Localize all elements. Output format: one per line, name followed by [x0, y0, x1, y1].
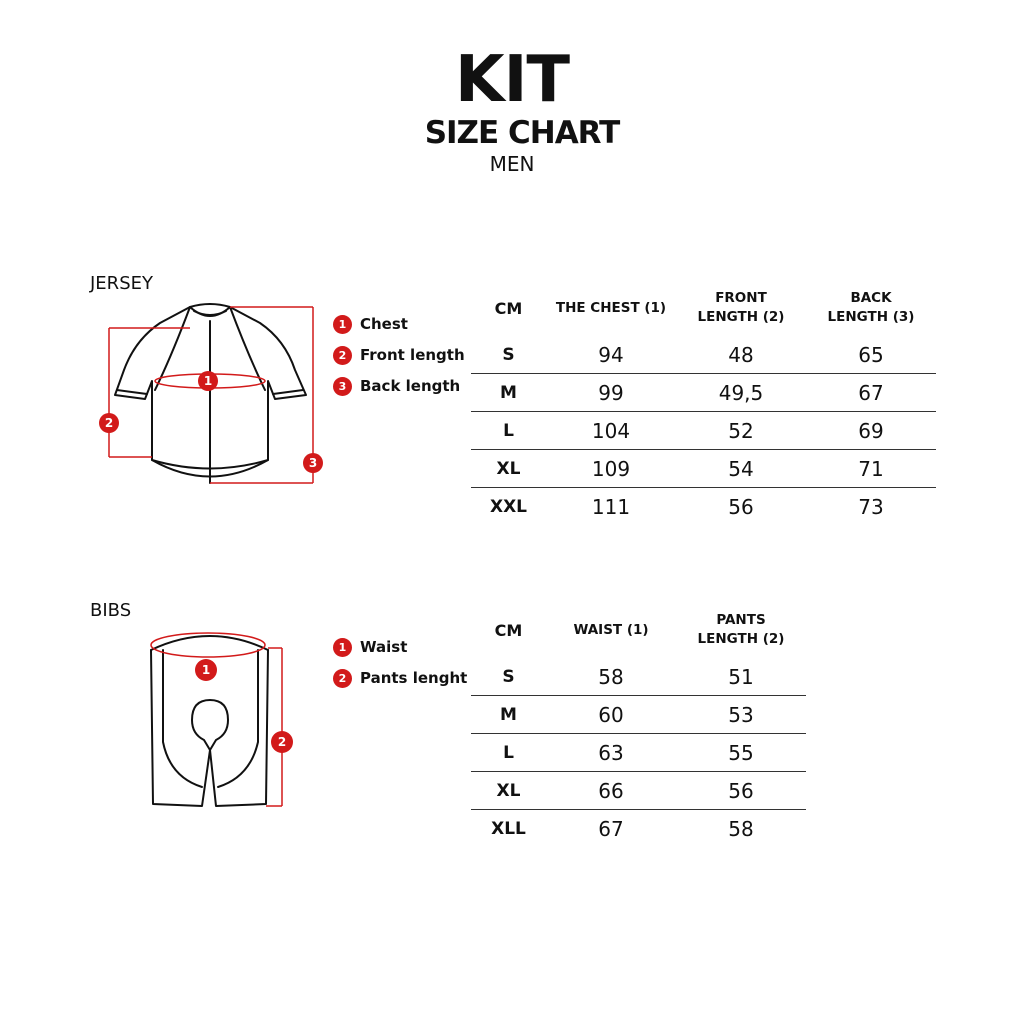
- number-badge-icon: 2: [333, 346, 352, 365]
- legend-item-waist: [333, 637, 467, 657]
- column-header: THE CHEST (1): [555, 299, 667, 316]
- value-cell: 60: [546, 696, 676, 734]
- table-row: [471, 772, 806, 810]
- column-header: CM: [494, 620, 523, 640]
- value-cell: 71: [806, 450, 936, 488]
- value-cell: 65: [806, 336, 936, 374]
- size-cell: XL: [471, 450, 546, 488]
- legend-label: Waist: [360, 637, 408, 656]
- number-badge-icon: 3: [333, 377, 352, 396]
- jersey-size-table: [471, 280, 936, 525]
- value-cell: 58: [728, 816, 754, 841]
- table-row: [471, 810, 806, 848]
- bibs-section-label: BIBS: [90, 600, 132, 621]
- value-cell: 49,5: [676, 374, 806, 412]
- table-row: [471, 488, 936, 526]
- jersey-section-label: JERSEY: [90, 273, 153, 294]
- table-header-row: [471, 280, 936, 336]
- svg-text:1: 1: [201, 663, 211, 677]
- size-cell: S: [471, 658, 546, 696]
- value-cell: 48: [676, 336, 806, 374]
- table-row: [471, 374, 936, 412]
- value-cell: 58: [546, 658, 676, 696]
- value-cell: 56: [728, 494, 754, 519]
- value-cell: 69: [806, 412, 936, 450]
- value-cell: 56: [676, 772, 806, 810]
- bibs-legend: [333, 637, 467, 699]
- bibs-size-table: [471, 602, 806, 847]
- value-cell: 63: [546, 734, 676, 772]
- column-header: PANTS LENGTH (2): [697, 612, 785, 647]
- table-row: [471, 412, 936, 450]
- column-header: WAIST (1): [573, 621, 649, 638]
- size-cell: M: [471, 696, 546, 734]
- legend-label: Chest: [360, 314, 408, 333]
- size-cell: L: [471, 412, 546, 450]
- value-cell: 55: [676, 734, 806, 772]
- column-header: BACK LENGTH (3): [827, 290, 915, 325]
- svg-text:2: 2: [277, 735, 287, 749]
- legend-label: Pants lenght: [360, 668, 468, 687]
- legend-item-pants-length: [333, 668, 467, 688]
- value-cell: 104: [546, 412, 676, 450]
- value-cell: 53: [676, 696, 806, 734]
- table-row: [471, 336, 936, 374]
- table-header-row: [471, 602, 806, 658]
- page-subtitle: SIZE CHART: [424, 115, 620, 151]
- value-cell: 51: [676, 658, 806, 696]
- legend-item-back-length: [333, 376, 465, 396]
- table-row: [471, 696, 806, 734]
- legend-item-chest: [333, 314, 465, 334]
- svg-text:1: 1: [203, 374, 213, 388]
- gender-label: MEN: [489, 152, 535, 176]
- size-cell: S: [471, 336, 546, 374]
- bibs-diagram-icon: [140, 622, 310, 818]
- value-cell: 67: [598, 816, 624, 841]
- value-cell: 109: [546, 450, 676, 488]
- number-badge-icon: 1: [333, 638, 352, 657]
- table-row: [471, 734, 806, 772]
- svg-text:3: 3: [308, 456, 318, 470]
- value-cell: 94: [546, 336, 676, 374]
- legend-label: Back length: [360, 376, 461, 395]
- table-row: [471, 658, 806, 696]
- column-header: CM: [494, 298, 523, 318]
- page-title: KIT: [454, 43, 570, 117]
- value-cell: 66: [546, 772, 676, 810]
- number-badge-icon: 1: [333, 315, 352, 334]
- size-cell: XLL: [491, 818, 526, 839]
- column-header: FRONT LENGTH (2): [697, 290, 785, 325]
- value-cell: 99: [546, 374, 676, 412]
- value-cell: 54: [676, 450, 806, 488]
- size-cell: XL: [471, 772, 546, 810]
- jersey-diagram-icon: [90, 295, 340, 495]
- jersey-legend: [333, 314, 465, 407]
- legend-label: Front length: [360, 345, 465, 364]
- value-cell: 111: [591, 494, 631, 519]
- value-cell: 67: [806, 374, 936, 412]
- number-badge-icon: 2: [333, 669, 352, 688]
- value-cell: 73: [858, 494, 884, 519]
- svg-text:2: 2: [104, 416, 114, 430]
- value-cell: 52: [676, 412, 806, 450]
- size-cell: M: [471, 374, 546, 412]
- size-cell: XXL: [489, 496, 528, 517]
- size-cell: L: [471, 734, 546, 772]
- legend-item-front-length: [333, 345, 465, 365]
- table-row: [471, 450, 936, 488]
